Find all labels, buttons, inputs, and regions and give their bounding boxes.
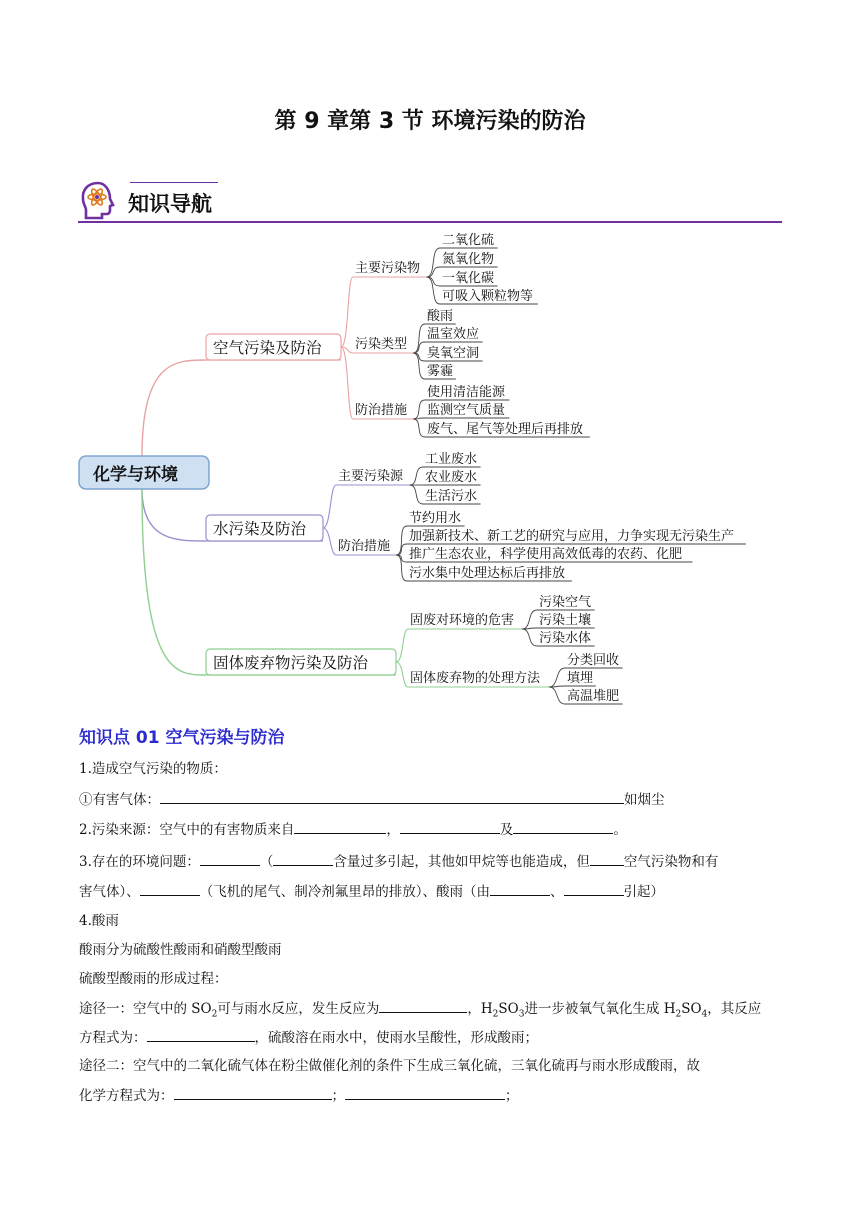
answer-blank[interactable]: [490, 881, 550, 896]
answer-blank[interactable]: [294, 819, 386, 834]
path2-line2: 化学方程式为： ； ；: [79, 1085, 519, 1106]
mind-map-leaf: 二氧化硫: [442, 233, 495, 248]
knowledge-nav-label: 知识导航: [128, 192, 212, 216]
q3-line2: 害气体）、 （飞机的尾气、制冷剂氟里昂的排放）、酸雨（由 、 引起）: [79, 881, 664, 902]
mind-map-leaf: 农业废水: [425, 470, 478, 485]
mind-map-leaf: 分类回收: [567, 653, 620, 668]
group-label: 污染类型: [355, 337, 408, 352]
page-title: 第 9 章第 3 节 环境污染的防治: [274, 109, 586, 134]
answer-blank[interactable]: [273, 851, 333, 866]
answer-blank[interactable]: [400, 819, 500, 834]
mind-map-nodes: [79, 233, 734, 704]
mind-map-leaf: 使用清洁能源: [427, 385, 506, 400]
group-label: 主要污染源: [338, 469, 404, 484]
branch-connector: [142, 489, 206, 675]
mind-map-root: 化学与环境: [93, 465, 178, 485]
path1-line2: 方程式为： ，硫酸溶在雨水中，使雨水呈酸性，形成酸雨；: [79, 1027, 538, 1048]
q4-line2: 硫酸型酸雨的形成过程：: [79, 971, 228, 987]
answer-blank[interactable]: [590, 851, 624, 866]
mind-map-leaf: 废气、尾气等处理后再排放: [427, 422, 584, 437]
mind-map-leaf: 污水集中处理达标后再排放: [409, 566, 566, 581]
mind-map-leaf: 高温堆肥: [567, 689, 620, 704]
answer-blank[interactable]: [564, 881, 624, 896]
mind-map-leaf: 酸雨: [427, 309, 454, 324]
answer-blank[interactable]: [160, 789, 624, 804]
answer-blank[interactable]: [174, 1085, 332, 1100]
q1a-line: ①有害气体： 如烟尘: [79, 789, 665, 810]
answer-blank[interactable]: [379, 998, 467, 1013]
branch-label: 水污染及防治: [213, 520, 307, 538]
answer-blank[interactable]: [513, 819, 613, 834]
q1-line: 1.造成空气污染的物质：: [79, 761, 227, 777]
mind-map-leaf: 填埋: [567, 671, 594, 686]
branch-connector: [142, 360, 206, 456]
group-label: 固废对环境的危害: [410, 613, 515, 628]
mind-map-leaf: 臭氧空洞: [427, 346, 480, 361]
mind-map-leaf: 一氧化碳: [442, 271, 495, 286]
q3-line1: 3.存在的环境问题： （ 含量过多引起，其他如甲烷等也能造成，但 空气污染物和有: [79, 851, 718, 872]
mind-map-leaf: 监测空气质量: [427, 403, 506, 418]
q4-line1: 酸雨分为硫酸性酸雨和硝酸型酸雨: [79, 942, 282, 958]
q2-line: 2.污染来源：空气中的有害物质来自 ， 及 。: [79, 819, 627, 840]
mind-map-leaf: 工业废水: [425, 452, 478, 467]
mind-map-leaf: 推广生态农业，科学使用高效低毒的农药、化肥: [409, 547, 683, 562]
branch-label: 空气污染及防治: [213, 339, 322, 357]
mind-map-leaf: 加强新技术、新工艺的研究与应用，力争实现无污染生产: [409, 529, 735, 544]
branch-label: 固体废弃物污染及防治: [213, 654, 369, 672]
answer-blank[interactable]: [345, 1085, 505, 1100]
group-label: 防治措施: [338, 539, 391, 554]
mind-map-leaf: 污染水体: [539, 631, 592, 646]
branch-connector: [142, 489, 206, 541]
group-label: 防治措施: [355, 403, 408, 418]
path1-line1: 途径一：空气中的 $SO_2$可与雨水反应，发生反应为 ，$H_2SO_3$进一步被氧气氧化生成 $H_2SO_4$，其反应: [79, 998, 761, 1025]
group-label: 固体废弃物的处理方法: [410, 671, 541, 686]
q4-heading: 4.酸雨: [79, 913, 119, 929]
answer-blank[interactable]: [147, 1027, 255, 1042]
mind-map-leaf: 污染土壤: [539, 613, 592, 628]
mind-map-leaf: 生活污水: [425, 489, 478, 504]
mind-map-leaf: 污染空气: [539, 595, 592, 610]
mind-map-leaf: 节约用水: [409, 511, 462, 526]
section-heading: 知识点 01 空气污染与防治: [79, 728, 285, 748]
group-label: 主要污染物: [355, 261, 421, 276]
mind-map-leaf: 雾霾: [427, 364, 454, 379]
mind-map-leaf: 可吸入颗粒物等: [442, 289, 534, 304]
mind-map-leaf: 氮氧化物: [442, 252, 495, 267]
path2-line1: 途径二：空气中的二氧化硫气体在粉尘做催化剂的条件下生成三氧化硫，三氧化硫再与雨水形成酸雨，故: [79, 1058, 700, 1074]
answer-blank[interactable]: [140, 881, 200, 896]
answer-blank[interactable]: [200, 851, 260, 866]
mind-map-leaf: 温室效应: [427, 327, 480, 342]
